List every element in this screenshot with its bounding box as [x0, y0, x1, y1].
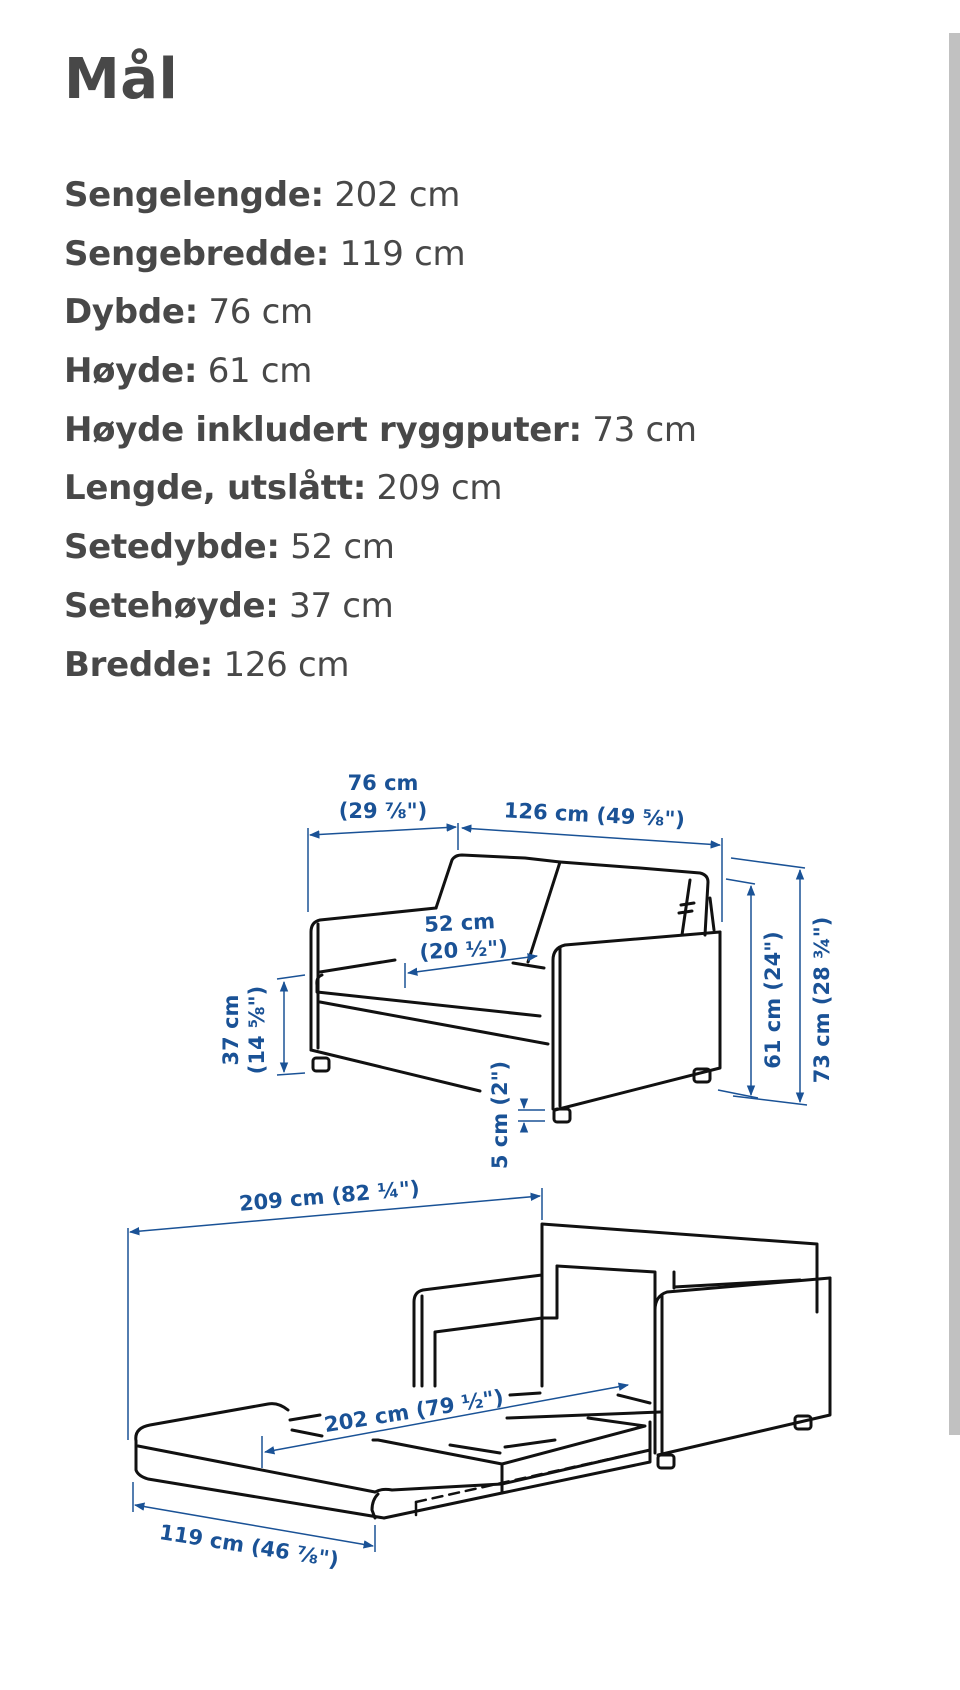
spec-value: 76 cm: [208, 292, 313, 333]
label-height: 61 cm (24"): [761, 931, 785, 1069]
label-seat-height-in: (14 ⅝"): [245, 985, 269, 1075]
label-width: 126 cm (49 ⅝"): [503, 798, 686, 832]
spec-value: 126 cm: [223, 644, 350, 685]
dimension-labels-bottom: [158, 1176, 506, 1572]
spec-value: 202 cm: [334, 175, 461, 215]
label-depth-cm: 76 cm: [347, 771, 419, 795]
spec-value: 37 cm: [289, 585, 394, 626]
spec-value: 73 cm: [592, 409, 697, 450]
spec-label: Sengebredde:: [64, 233, 330, 274]
spec-seat-height: [64, 577, 697, 636]
spec-width: [64, 636, 697, 695]
spec-value: 52 cm: [290, 527, 395, 568]
spec-value: 209 cm: [376, 468, 503, 509]
label-leg-height: 5 cm (2"): [488, 1060, 512, 1170]
sofa-closed-drawing: [311, 855, 720, 1122]
spec-value: 61 cm: [207, 351, 313, 392]
dimension-lines-top: [277, 823, 807, 1131]
dimension-lines-bottom: [128, 1188, 628, 1552]
label-seat-depth-in: (20 ½"): [418, 935, 509, 965]
label-bed-width: 119 cm (46 ⅞"): [157, 1520, 341, 1573]
label-bed-length: 202 cm (79 ½"): [322, 1385, 506, 1438]
sofa-bed-open-drawing: [136, 1224, 830, 1518]
scrollbar-thumb[interactable]: [949, 33, 960, 1435]
sofa-bed-illustration: [0, 740, 940, 1600]
spec-label: Bredde:: [64, 644, 213, 685]
spec-bed-length: [64, 166, 697, 225]
spec-label: Lengde, utslått:: [64, 468, 367, 509]
label-seat-depth-cm: 52 cm: [423, 909, 496, 937]
spec-label: Sengelengde:: [64, 175, 324, 215]
spec-depth: [64, 283, 697, 342]
spec-height: [64, 342, 697, 401]
spec-label: Setehøyde:: [64, 585, 279, 626]
spec-bed-width: [64, 225, 697, 284]
spec-label: Høyde:: [64, 351, 198, 392]
spec-height-with-cushions: [64, 401, 697, 460]
label-depth-in: (29 ⅞"): [338, 799, 428, 823]
spec-label: Dybde:: [64, 292, 198, 333]
scrollbar[interactable]: [949, 33, 960, 1435]
dimension-diagram: [0, 740, 940, 1600]
spec-label: Høyde inkludert ryggputer:: [64, 409, 582, 450]
spec-value: 119 cm: [339, 233, 466, 274]
spec-length-unfolded: [64, 459, 697, 518]
page-title: Mål: [64, 47, 179, 112]
label-length-unfolded: 209 cm (82 ¼"): [238, 1176, 421, 1216]
label-height-with-cushions: 73 cm (28 ¾"): [810, 916, 834, 1084]
label-seat-height-cm: 37 cm: [219, 994, 243, 1066]
spec-seat-depth: [64, 518, 697, 577]
spec-label: Setedybde:: [64, 527, 280, 568]
dimensions-list: [64, 166, 697, 694]
